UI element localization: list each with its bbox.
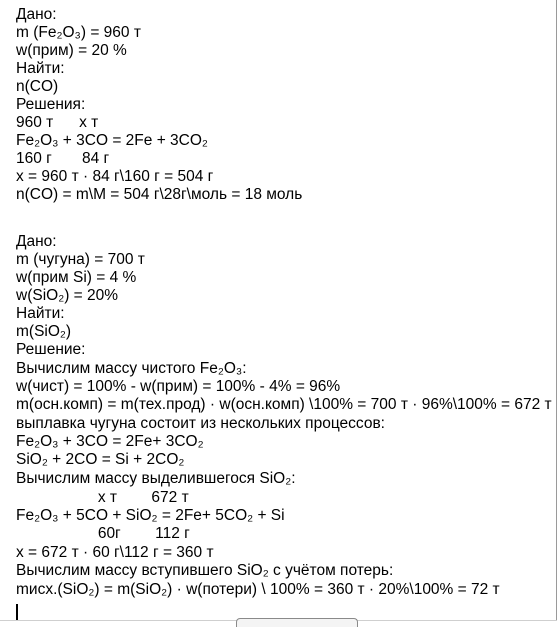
text-line: SiO₂ + 2CO = Si + 2CO₂ <box>16 451 185 468</box>
text-line: Решения: <box>16 96 86 113</box>
text-line: x = 960 т · 84 г\160 г = 504 г <box>16 168 214 185</box>
text-line: Найти: <box>16 305 65 322</box>
text-line: Решение: <box>16 341 86 358</box>
text-line: Fe₂O₃ + 3CO = 2Fe + 3CO₂ <box>16 132 208 149</box>
text-line: Дано: <box>16 233 57 250</box>
text-line: выплавка чугуна состоит из нескольких процессов: <box>16 415 385 432</box>
text-line: 160 г 84 г <box>16 150 110 167</box>
text-line: Вычислим массу выделившегося SiO₂: <box>16 470 296 487</box>
text-line: Найти: <box>16 60 65 77</box>
text-line: m (чугуна) = 700 т <box>16 251 145 268</box>
text-line: Вычислим массу чистого Fe₂O₃: <box>16 360 247 377</box>
text-line: w(прим Si) = 4 % <box>16 269 137 286</box>
text-line: Fe₂O₃ + 3CO = 2Fe+ 3CO₂ <box>16 433 204 450</box>
text-line: w(прим) = 20 % <box>16 42 127 59</box>
text-line: m(SiO₂) <box>16 323 72 340</box>
text-line: mисх.(SiO₂) = m(SiO₂) · w(потери) \ 100% = 360 т · 20%\100% = 72 т <box>16 581 500 598</box>
text-line: m(осн.комп) = m(тех.прод) · w(осн.комп) \100% = 700 т · 96%\100% = 672 т <box>16 396 552 413</box>
text-line: Fe₂O₃ + 5CO + SiO₂ = 2Fe+ 5CO₂ + Si <box>16 507 285 524</box>
text-line: x т 672 т <box>16 489 189 506</box>
text-line: Вычислим массу вступившего SiO₂ с учётом потерь: <box>16 562 394 579</box>
text-line: m (Fe₂O₃) = 960 т <box>16 24 141 41</box>
text-line: n(CO) <box>16 78 59 95</box>
horizontal-scrollbar-thumb[interactable] <box>236 618 358 627</box>
text-line: n(CO) = m\M = 504 г\28г\моль = 18 моль <box>16 186 303 203</box>
text-line: x = 672 т · 60 г\112 г = 360 т <box>16 544 214 561</box>
text-line: w(SiO₂) = 20% <box>16 287 119 304</box>
text-line: 960 т x т <box>16 114 99 131</box>
text-line: w(чист) = 100% - w(прим) = 100% - 4% = 96% <box>16 378 341 395</box>
text-line: 60г 112 г <box>16 525 190 542</box>
text-line: Дано: <box>16 6 57 23</box>
